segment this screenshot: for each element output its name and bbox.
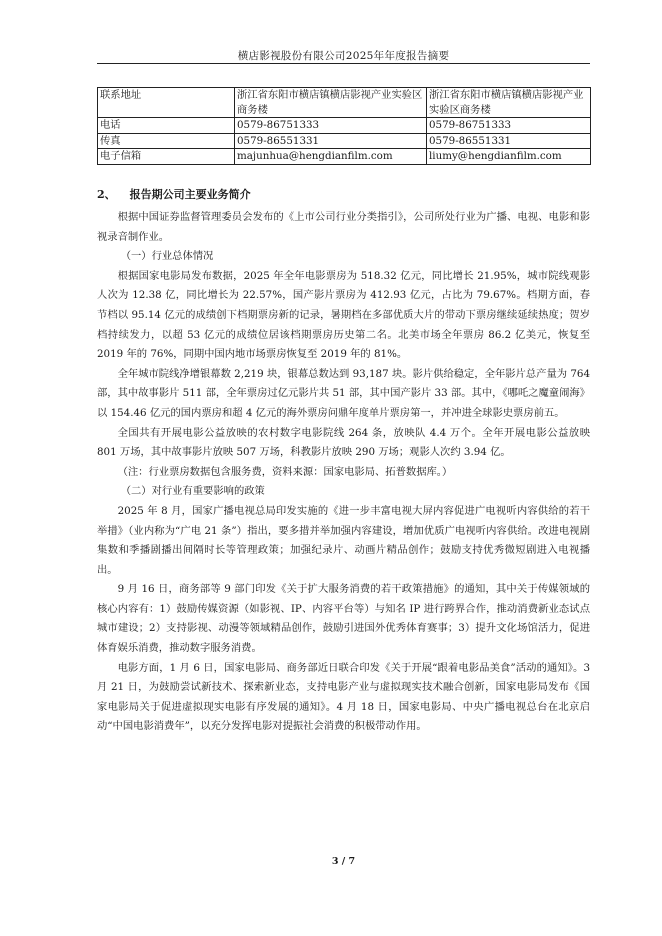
paragraph-broadcast-policy: 2025 年 8 月，国家广播电视总局印发实施的《进一步丰富电视大屏内容促进广电视听内容供给的若干举措》（业内称为“广电 21 条”）指出，要多措并举加强内容建设，增加优质广电视听内容供给。改进电视剧集数和季播剧播出间隔时长等管理政策；加强纪录片、动画片精品创作；鼓励支持优秀微短剧进入电视播出。	[97, 504, 590, 576]
paragraph-rural-screenings: 全国共有开展电影公益放映的农村数字电影院线 264 条，放映队 4.4 万个。全年开展电影公益放映 801 万场，其中故事影片放映 507 万场，科教影片放映 290 万场；观影人次约 3.94 亿。	[97, 426, 590, 459]
table-row	[98, 118, 591, 134]
row-label: 电子信箱	[98, 149, 235, 165]
section-title: 报告期公司主要业务简介	[129, 188, 251, 201]
section-heading	[97, 186, 251, 202]
page-header-title: 横店影视股份有限公司2025年年度报告摘要	[237, 50, 450, 62]
paragraph-service-consumption-policy: 9 月 16 日，商务部等 9 部门印发《关于扩大服务消费的若干政策措施》的通知，其中关于传媒领域的核心内容有：1）鼓励传媒资源（如影视、IP、内容平台等）与知名 IP 进行跨界合作，推动消费新业态试点城市建设；2）支持影视、动漫等领域精品创作，鼓励引进国外优秀体育赛事；3）提升文化场馆活力，促进体育娱乐消费，推动数字服务消费。	[97, 583, 590, 655]
board-secretary-value: 0579-86751333	[235, 118, 427, 134]
securities-rep-value: 0579-86751333	[427, 118, 591, 134]
subheading-policies: （二）对行业有重要影响的政策	[120, 485, 265, 498]
board-secretary-value: 0579-86551331	[235, 133, 427, 149]
paragraph-industry-classification: 根据中国证券监督管理委员会发布的《上市公司行业分类指引》，公司所处行业为广播、电视、电影和影视录音制作业。	[97, 211, 590, 243]
row-label: 联系地址	[98, 88, 235, 118]
contact-info-table	[97, 87, 591, 165]
row-label: 传真	[98, 133, 235, 149]
table-row	[98, 149, 591, 165]
row-label: 电话	[98, 118, 235, 134]
paragraph-film-policy: 电影方面，1 月 6 日，国家电影局、商务部近日联合印发《关于开展“跟着电影品美食”活动的通知》。3 月 21 日，为鼓励尝试新技术、探索新业态，支持电影产业与虚拟现实技术融合创新，国家电影局发布《国家电影局关于促进虚拟现实电影有序发展的通知》。4 月 18 日，国家电影局、中央广播电视总台在北京启动“中国电影消费年”，以充分发挥电影对提振社会消费的积极带动作用。	[97, 661, 590, 733]
table-row	[98, 133, 591, 149]
table-row	[98, 88, 591, 118]
securities-rep-value: 浙江省东阳市横店镇横店影视产业实验区商务楼	[427, 88, 591, 118]
paragraph-screens-and-films: 全年城市院线净增银幕数 2,219 块，银幕总数达到 93,187 块。影片供给稳定，全年影片总产量为 764 部，其中故事影片 511 部，全年票房过亿元影片共 51 部，其中国产影片 33 部。其中，《哪吒之魔童闹海》以 154.46 亿元的国内票房和超 4 亿元的海外票房问鼎年度单片票房第一，并冲进全球影史票房前五。	[97, 367, 590, 419]
paragraph-box-office: 根据国家电影局发布数据，2025 年全年电影票房为 518.32 亿元，同比增长 21.95%，城市院线观影人次为 12.38 亿，同比增长为 22.57%，国产影片票房为 412.93 亿元，占比为 79.67%。档期方面，春节档以 95.14 亿元的成绩创下档期票房新的记录，暑期档在多部优质大片的带动下票房继续延续热度；贺岁档持续发力，以超 53 亿元的成绩位居该档期票房历史第二名。北美市场全年票房 86.2 亿美元，恢复至 2019 年的 76%，同期中国内地市场票房恢复至 2019 年的 81%。	[97, 269, 590, 361]
subheading-industry-overview: （一）行业总体情况	[120, 250, 214, 263]
header-divider	[97, 63, 590, 64]
section-body	[97, 208, 590, 737]
section-number: 2、	[97, 188, 116, 201]
board-secretary-value: majunhua@hengdianfilm.com	[235, 149, 427, 165]
securities-rep-value: liumy@hengdianfilm.com	[427, 149, 591, 165]
board-secretary-value: 浙江省东阳市横店镇横店影视产业实验区商务楼	[235, 88, 427, 118]
page-number: 3 / 7	[331, 856, 356, 867]
paragraph-data-note: （注：行业票房数据包含服务费，资料来源：国家电影局、拓普数据库。）	[117, 465, 453, 478]
securities-rep-value: 0579-86551331	[427, 133, 591, 149]
